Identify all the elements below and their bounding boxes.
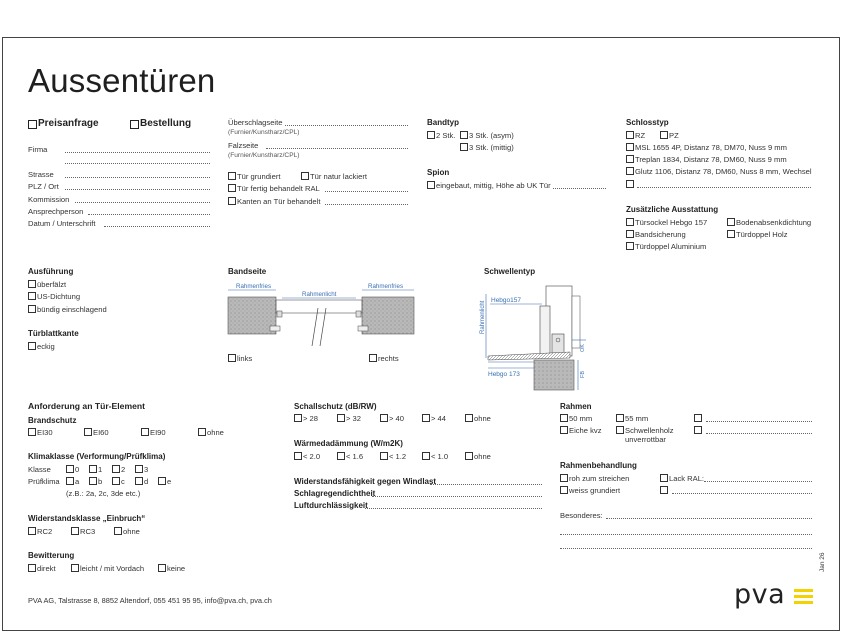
pruefklima-label: Prüfklima bbox=[28, 477, 60, 486]
bandseite-title: Bandseite bbox=[228, 267, 267, 276]
schwellentyp-title: Schwellentyp bbox=[484, 267, 536, 276]
rahmen-55-label: 55 mm bbox=[625, 414, 649, 423]
pruef-a-label: a bbox=[75, 477, 80, 486]
schall-44-label: > 44 bbox=[431, 414, 446, 423]
preisanfrage-label: Preisanfrage bbox=[38, 118, 99, 129]
keine-label: keine bbox=[167, 564, 186, 573]
tuer-natur-label: Tür natur lackiert bbox=[310, 172, 367, 181]
einbruch-ohne-label: ohne bbox=[123, 527, 140, 536]
rahmen-other-field[interactable] bbox=[706, 421, 812, 422]
pruef-c-label: c bbox=[121, 477, 125, 486]
lack-ral-field[interactable] bbox=[704, 481, 812, 482]
bodenabsenk-label: Bodenabsenkdichtung bbox=[736, 218, 812, 227]
klasse-3-checkbox[interactable] bbox=[135, 465, 143, 473]
tuer-fertig-checkbox[interactable] bbox=[228, 184, 236, 192]
pruef-b-checkbox[interactable] bbox=[89, 477, 97, 485]
schallschutz-title: Schallschutz (dB/RW) bbox=[294, 402, 377, 411]
ueberfaelzt-label: überfälzt bbox=[37, 280, 67, 289]
keine-checkbox[interactable] bbox=[158, 564, 166, 572]
pz-label: PZ bbox=[669, 131, 679, 140]
einbruch-ohne-checkbox[interactable] bbox=[114, 527, 122, 535]
hebgo157-label: Hebgo157 bbox=[491, 297, 521, 304]
tuerdoppel-holz-checkbox[interactable] bbox=[727, 230, 735, 238]
firma-label: Firma bbox=[28, 145, 48, 154]
tuerblattkante-title: Türblattkante bbox=[28, 329, 79, 338]
besonderes-field-3[interactable] bbox=[560, 548, 812, 549]
brandschutz-ohne-checkbox[interactable] bbox=[198, 428, 206, 436]
klasse-1-label: 1 bbox=[98, 465, 103, 474]
pva-logo bbox=[734, 579, 818, 615]
ok-label: OK bbox=[580, 344, 586, 352]
lack-checkbox[interactable] bbox=[660, 474, 668, 482]
brandschutz-title: Brandschutz bbox=[28, 416, 77, 425]
rahmenfries-left-label: Rahmenfries bbox=[236, 283, 272, 290]
pruef-e-checkbox[interactable] bbox=[158, 477, 166, 485]
rahmen-other2-field[interactable] bbox=[706, 433, 812, 434]
klasse-2-label: 2 bbox=[121, 465, 126, 474]
rc2-label: RC2 bbox=[37, 527, 53, 536]
weiss-label: weiss grundiert bbox=[569, 486, 621, 495]
rahmenbehandlung-title: Rahmenbehandlung bbox=[560, 461, 637, 470]
eckig-checkbox[interactable] bbox=[28, 342, 36, 350]
eiche-checkbox[interactable] bbox=[560, 426, 568, 434]
plz-ort-label: PLZ / Ort bbox=[28, 182, 59, 191]
weiss-checkbox[interactable] bbox=[560, 486, 568, 494]
ei90-label: EI90 bbox=[150, 428, 166, 437]
waerme-title: Wärmedadämmung (W/m2K) bbox=[294, 439, 403, 448]
unverrottbar-label: unverrottbar bbox=[625, 435, 666, 444]
tuerdoppel-holz-label: Türdoppel Holz bbox=[736, 230, 788, 239]
bandtyp-2stk-checkbox[interactable] bbox=[427, 131, 435, 139]
schall-ohne-checkbox[interactable] bbox=[465, 414, 473, 422]
kanten-label: Kanten an Tür behandelt bbox=[237, 197, 321, 206]
fb-label: FB bbox=[580, 370, 586, 378]
bandtyp-3stk-mittig-label: 3 Stk. (mittig) bbox=[469, 143, 514, 152]
preisanfrage-checkbox[interactable] bbox=[28, 120, 37, 129]
bandtyp-2stk-label: 2 Stk. bbox=[436, 131, 456, 140]
buendig-label: bündig einschlagend bbox=[37, 305, 107, 314]
tuerdoppel-alu-checkbox[interactable] bbox=[626, 242, 634, 250]
tuer-grundiert-checkbox[interactable] bbox=[228, 172, 236, 180]
bodenabsenk-checkbox[interactable] bbox=[727, 218, 735, 226]
ueberfaelzt-checkbox[interactable] bbox=[28, 280, 36, 288]
waerme-10-label: < 1.0 bbox=[431, 452, 449, 461]
zusatz-title: Zusätzliche Ausstattung bbox=[626, 205, 719, 214]
pruef-a-checkbox[interactable] bbox=[66, 477, 74, 485]
hebgo173-label: Hebgo 173 bbox=[488, 371, 520, 378]
bandseite-links-label: links bbox=[237, 354, 253, 363]
bandseite-links-checkbox[interactable] bbox=[228, 354, 236, 362]
strasse-label: Strasse bbox=[28, 170, 54, 179]
tuer-fertig-label: Tür fertig behandelt RAL bbox=[237, 184, 320, 193]
rahmenfries-right-label: Rahmenfries bbox=[368, 283, 404, 290]
schwellenholz-label: Schwellenholz bbox=[625, 426, 674, 435]
schall-32-checkbox[interactable] bbox=[337, 414, 345, 422]
spion-label: eingebaut, mittig, Höhe ab UK Tür bbox=[436, 181, 551, 190]
ansprechperson-field[interactable] bbox=[88, 214, 210, 215]
kommission-field[interactable] bbox=[75, 202, 210, 203]
left-frame-shape bbox=[228, 297, 276, 334]
ral-field[interactable] bbox=[325, 191, 408, 192]
firma-field-2[interactable] bbox=[65, 163, 210, 164]
schloss-msl-label: MSL 1655 4P, Distanz 78, DM70, Nuss 9 mm bbox=[635, 143, 787, 152]
pruef-d-checkbox[interactable] bbox=[135, 477, 143, 485]
pz-checkbox[interactable] bbox=[660, 131, 668, 139]
waerme-10-checkbox[interactable] bbox=[422, 452, 430, 460]
rahmenlicht-label: Rahmenlicht bbox=[302, 291, 337, 298]
leicht-checkbox[interactable] bbox=[71, 564, 79, 572]
roh-label: roh zum streichen bbox=[569, 474, 630, 483]
rahmen-other-checkbox[interactable] bbox=[694, 414, 702, 422]
schall-40-checkbox[interactable] bbox=[380, 414, 388, 422]
pruef-c-checkbox[interactable] bbox=[112, 477, 120, 485]
schlagregen-field[interactable] bbox=[372, 496, 542, 497]
falz-sub: (Furnier/Kunstharz/CPL) bbox=[228, 152, 300, 159]
schall-40-label: > 40 bbox=[389, 414, 404, 423]
datum-field[interactable] bbox=[104, 226, 210, 227]
bewitterung-title: Bewitterung bbox=[28, 551, 75, 560]
rz-label: RZ bbox=[635, 131, 646, 140]
bandtyp-3stk-asym-checkbox[interactable] bbox=[460, 131, 468, 139]
bandseite-rechts-checkbox[interactable] bbox=[369, 354, 377, 362]
waerme-16-label: < 1.6 bbox=[346, 452, 364, 461]
bandseite-rechts-label: rechts bbox=[378, 354, 399, 363]
behandlung-other-field[interactable] bbox=[672, 493, 812, 494]
schall-28-checkbox[interactable] bbox=[294, 414, 302, 422]
date-code: Jan 26 bbox=[819, 552, 826, 572]
plz-ort-field[interactable] bbox=[65, 189, 210, 190]
ueberschlag-sub: (Furnier/Kunstharz/CPL) bbox=[228, 129, 300, 136]
lack-label: Lack RAL: bbox=[669, 474, 705, 483]
leicht-label: leicht / mit Vordach bbox=[80, 564, 145, 573]
rahmen-title: Rahmen bbox=[560, 402, 592, 411]
rahmen-other2-checkbox[interactable] bbox=[694, 426, 702, 434]
waerme-12-label: < 1.2 bbox=[389, 452, 407, 461]
page-title: Aussentüren bbox=[28, 62, 216, 99]
tuerdoppel-alu-label: Türdoppel Aluminium bbox=[635, 242, 707, 251]
firma-field[interactable] bbox=[65, 152, 210, 153]
schall-44-checkbox[interactable] bbox=[422, 414, 430, 422]
logo-text: pva bbox=[734, 579, 786, 610]
klasse-0-label: 0 bbox=[75, 465, 80, 474]
falzseite-field[interactable] bbox=[266, 148, 408, 149]
luft-label: Luftdurchlässigkeit bbox=[294, 501, 368, 510]
rc3-label: RC3 bbox=[80, 527, 96, 536]
klasse-2-checkbox[interactable] bbox=[112, 465, 120, 473]
luft-field[interactable] bbox=[365, 508, 542, 509]
ei30-label: EI30 bbox=[37, 428, 53, 437]
ei30-checkbox[interactable] bbox=[28, 428, 36, 436]
rahmen-50-checkbox[interactable] bbox=[560, 414, 568, 422]
kanten-field[interactable] bbox=[325, 204, 408, 205]
direkt-label: direkt bbox=[37, 564, 56, 573]
strasse-field[interactable] bbox=[65, 177, 210, 178]
bandseite-diagram bbox=[226, 280, 416, 352]
brandschutz-ohne-label: ohne bbox=[207, 428, 224, 437]
schall-28-label: > 28 bbox=[303, 414, 318, 423]
windlast-label: Widerstandsfähigkeit gegen Windlast bbox=[294, 477, 437, 486]
tuersockel-checkbox[interactable] bbox=[626, 218, 634, 226]
spion-hoehe-field[interactable] bbox=[553, 188, 606, 189]
schloss-treplan-checkbox[interactable] bbox=[626, 155, 634, 163]
bandtyp-title: Bandtyp bbox=[427, 118, 459, 127]
ueberschlagseite-label: Überschlagseite bbox=[228, 118, 283, 127]
schloss-other-field[interactable] bbox=[637, 187, 811, 188]
ei60-label: EI60 bbox=[93, 428, 109, 437]
ausfuehrung-title: Ausführung bbox=[28, 267, 74, 276]
bandtyp-3stk-mittig-checkbox[interactable] bbox=[460, 143, 468, 151]
schloss-other-checkbox[interactable] bbox=[626, 180, 634, 188]
direkt-checkbox[interactable] bbox=[28, 564, 36, 572]
eckig-label: eckig bbox=[37, 342, 55, 351]
rc2-checkbox[interactable] bbox=[28, 527, 36, 535]
pruef-b-label: b bbox=[98, 477, 103, 486]
waerme-ohne-label: ohne bbox=[474, 452, 491, 461]
rahmen-50-label: 50 mm bbox=[569, 414, 593, 423]
spion-checkbox[interactable] bbox=[427, 181, 435, 189]
bestellung-checkbox[interactable] bbox=[130, 120, 139, 129]
bandsicherung-checkbox[interactable] bbox=[626, 230, 634, 238]
spion-title: Spion bbox=[427, 168, 450, 177]
bandsicherung-label: Bandsicherung bbox=[635, 230, 686, 239]
logo-bar-3 bbox=[794, 601, 813, 604]
rahmen-55-checkbox[interactable] bbox=[616, 414, 624, 422]
schloss-treplan-label: Treplan 1834, Distanz 78, DM60, Nuss 9 mm bbox=[635, 155, 787, 164]
klasse-label: Klasse bbox=[28, 465, 51, 474]
kanten-checkbox[interactable] bbox=[228, 197, 236, 205]
buendig-checkbox[interactable] bbox=[28, 305, 36, 313]
us-dichtung-label: US-Dichtung bbox=[37, 292, 81, 301]
einbruch-title: Widerstandsklasse „Einbruch“ bbox=[28, 514, 146, 523]
schloss-glutz-label: Glutz 1106, Distanz 78, DM60, Nuss 8 mm, Wechsel bbox=[635, 167, 812, 176]
tuer-natur-checkbox[interactable] bbox=[301, 172, 309, 180]
pruef-d-label: d bbox=[144, 477, 149, 486]
schloss-glutz-checkbox[interactable] bbox=[626, 167, 634, 175]
roh-checkbox[interactable] bbox=[560, 474, 568, 482]
ei60-checkbox[interactable] bbox=[84, 428, 92, 436]
waerme-16-checkbox[interactable] bbox=[337, 452, 345, 460]
klasse-1-checkbox[interactable] bbox=[89, 465, 97, 473]
rahmenlicht-vert-label: Rahmenlicht bbox=[480, 300, 486, 334]
besonderes-field-2[interactable] bbox=[560, 534, 812, 535]
rc3-checkbox[interactable] bbox=[71, 527, 79, 535]
ei90-checkbox[interactable] bbox=[141, 428, 149, 436]
bandtyp-3stk-asym-label: 3 Stk. (asym) bbox=[469, 131, 514, 140]
waerme-20-label: < 2.0 bbox=[303, 452, 321, 461]
besonderes-label: Besonderes: bbox=[560, 511, 603, 520]
right-frame-shape bbox=[362, 297, 414, 334]
anforderung-title: Anforderung an Tür-Element bbox=[28, 401, 145, 411]
schloss-msl-checkbox[interactable] bbox=[626, 143, 634, 151]
besonderes-field[interactable] bbox=[606, 518, 812, 519]
kommission-label: Kommission bbox=[28, 195, 70, 204]
schall-32-label: > 32 bbox=[346, 414, 361, 423]
rz-checkbox[interactable] bbox=[626, 131, 634, 139]
schwellenholz-checkbox[interactable] bbox=[616, 426, 624, 434]
bestellung-label: Bestellung bbox=[140, 118, 192, 129]
logo-bar-1 bbox=[794, 589, 813, 592]
us-dichtung-checkbox[interactable] bbox=[28, 292, 36, 300]
falzseite-label: Falzseite bbox=[228, 141, 259, 150]
schall-ohne-label: ohne bbox=[474, 414, 491, 423]
eiche-label: Eiche kvz bbox=[569, 426, 602, 435]
schlagregen-label: Schlagregendichtheit bbox=[294, 489, 376, 498]
waerme-12-checkbox[interactable] bbox=[380, 452, 388, 460]
schwellentyp-diagram bbox=[478, 278, 588, 392]
waerme-20-checkbox[interactable] bbox=[294, 452, 302, 460]
waerme-ohne-checkbox[interactable] bbox=[465, 452, 473, 460]
klima-example: (z.B.: 2a, 2c, 3de etc.) bbox=[66, 489, 141, 498]
klima-title: Klimaklasse (Verformung/Prüfklima) bbox=[28, 452, 166, 461]
ansprechperson-label: Ansprechperson bbox=[28, 207, 84, 216]
door-leaf-shape bbox=[276, 300, 362, 313]
pruef-e-label: e bbox=[167, 477, 172, 486]
tuersockel-label: Türsockel Hebgo 157 bbox=[635, 218, 708, 227]
page-frame bbox=[2, 37, 840, 631]
behandlung-other-checkbox[interactable] bbox=[660, 486, 668, 494]
klasse-3-label: 3 bbox=[144, 465, 149, 474]
klasse-0-checkbox[interactable] bbox=[66, 465, 74, 473]
datum-label: Datum / Unterschrift bbox=[28, 219, 96, 228]
windlast-field[interactable] bbox=[430, 484, 542, 485]
tuer-grundiert-label: Tür grundiert bbox=[237, 172, 281, 181]
ueberschlagseite-field[interactable] bbox=[285, 125, 408, 126]
footer-address: PVA AG, Talstrasse 8, 8852 Altendorf, 055 451 95 95, info@pva.ch, pva.ch bbox=[28, 596, 272, 605]
schlosstyp-title: Schlosstyp bbox=[626, 118, 669, 127]
logo-bar-2 bbox=[794, 595, 813, 598]
